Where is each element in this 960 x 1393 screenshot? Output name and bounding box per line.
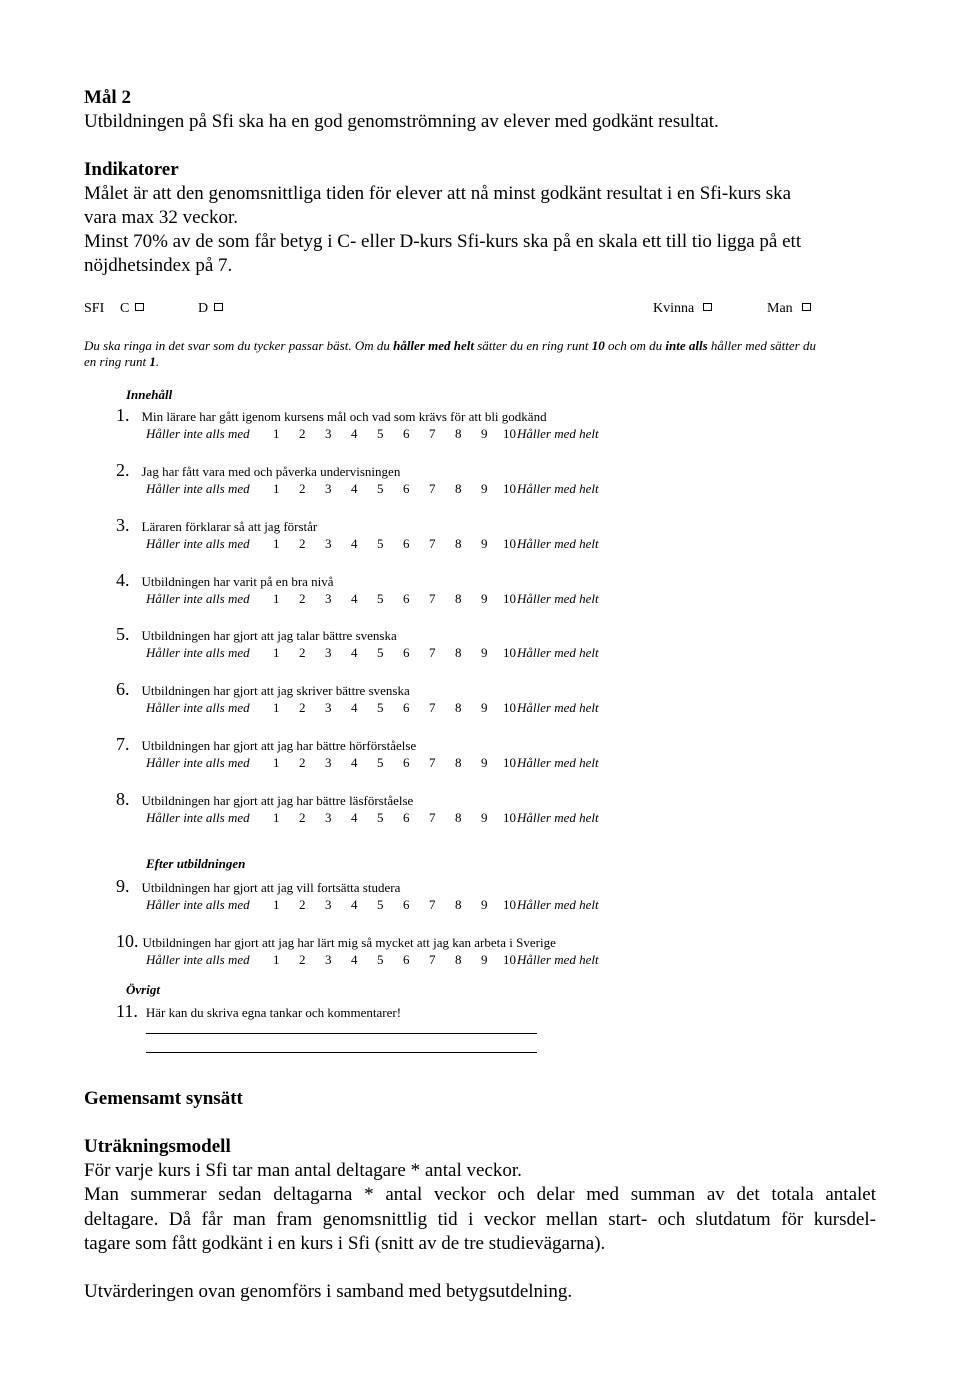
rating-option-4[interactable]: 4: [351, 897, 358, 912]
question-number: 3.: [116, 515, 130, 535]
form-course-d[interactable]: D: [198, 301, 223, 317]
rating-option-7[interactable]: 7: [429, 426, 436, 441]
question-text: Utbildningen har varit på en bra nivå: [141, 574, 334, 589]
model-line-4: tagare som fått godkänt i en kurs i Sfi (snitt av de tre studievägarna).: [84, 1233, 606, 1254]
question-6: [116, 679, 410, 700]
rating-option-7[interactable]: 7: [429, 755, 436, 770]
rating-scale: [0, 536, 960, 552]
question-7: [116, 734, 416, 755]
rating-scale: [0, 700, 960, 716]
rating-option-8[interactable]: 8: [455, 645, 462, 660]
rating-option-3[interactable]: 3: [325, 481, 332, 496]
instructions-line-1: Du ska ringa in det svar som du tycker passar bäst. Om du håller med helt sätter du en ring runt 10 och om du inte alls håller med sätter du: [84, 338, 816, 353]
model-line-1: För varje kurs i Sfi tar man antal deltagare * antal veckor.: [84, 1160, 522, 1181]
question-number: 10.: [116, 931, 139, 951]
rating-option-3[interactable]: 3: [325, 810, 332, 825]
form-gender-man[interactable]: Man: [767, 301, 811, 317]
instructions-line-2: en ring runt 1.: [84, 354, 160, 369]
rating-option-5[interactable]: 5: [377, 897, 384, 912]
question-4: [116, 570, 334, 591]
goal-text: Utbildningen på Sfi ska ha en god genomströmning av elever med godkänt resultat.: [84, 111, 719, 132]
model-line-2: Man summerar sedan deltagarna * antal veckor och delar med summan av det totala antalet: [84, 1184, 876, 1205]
rating-option-9[interactable]: 9: [481, 645, 488, 660]
rating-option-2[interactable]: 2: [299, 645, 306, 660]
scale-low-label: Håller inte alls med: [146, 481, 250, 496]
scale-low-label: Håller inte alls med: [146, 700, 250, 715]
rating-option-4[interactable]: 4: [351, 810, 358, 825]
rating-option-3[interactable]: 3: [325, 591, 332, 606]
rating-option-3[interactable]: 3: [325, 645, 332, 660]
form-gender-woman[interactable]: Kvinna: [653, 301, 712, 317]
rating-option-8[interactable]: 8: [455, 591, 462, 606]
question-text: Läraren förklarar så att jag förstår: [141, 519, 318, 534]
rating-scale: [0, 481, 960, 497]
rating-option-5[interactable]: 5: [377, 700, 384, 715]
rating-option-1[interactable]: 1: [273, 426, 280, 441]
rating-option-1[interactable]: 1: [273, 952, 280, 967]
rating-option-7[interactable]: 7: [429, 591, 436, 606]
rating-scale: [0, 810, 960, 826]
rating-option-3[interactable]: 3: [325, 426, 332, 441]
rating-option-3[interactable]: 3: [325, 755, 332, 770]
rating-option-5[interactable]: 5: [377, 952, 384, 967]
rating-option-5[interactable]: 5: [377, 591, 384, 606]
rating-option-10[interactable]: 10: [503, 897, 516, 912]
model-line-5: Utvärderingen ovan genomförs i samband med betygsutdelning.: [84, 1281, 573, 1302]
rating-option-3[interactable]: 3: [325, 536, 332, 551]
common-heading: Gemensamt synsätt: [84, 1088, 243, 1109]
rating-option-2[interactable]: 2: [299, 481, 306, 496]
question-number: 5.: [116, 624, 130, 644]
rating-option-4[interactable]: 4: [351, 481, 358, 496]
rating-option-8[interactable]: 8: [455, 700, 462, 715]
question-1: [116, 405, 547, 426]
rating-option-9[interactable]: 9: [481, 481, 488, 496]
rating-option-8[interactable]: 8: [455, 426, 462, 441]
rating-option-2[interactable]: 2: [299, 536, 306, 551]
rating-scale: [0, 591, 960, 607]
scale-high-label: Håller med helt: [517, 755, 599, 770]
rating-option-6[interactable]: 6: [403, 700, 410, 715]
rating-option-10[interactable]: 10: [503, 645, 516, 660]
rating-option-5[interactable]: 5: [377, 536, 384, 551]
question-text: Min lärare har gått igenom kursens mål och vad som krävs för att bli godkänd: [141, 409, 547, 424]
rating-option-10[interactable]: 10: [503, 755, 516, 770]
section-other-heading: Övrigt: [126, 982, 160, 997]
scale-low-label: Håller inte alls med: [146, 536, 250, 551]
rating-option-2[interactable]: 2: [299, 700, 306, 715]
scale-low-label: Håller inte alls med: [146, 810, 250, 825]
scale-high-label: Håller med helt: [517, 426, 599, 441]
rating-option-6[interactable]: 6: [403, 536, 410, 551]
model-line-3: deltagare. Då får man fram genomsnittlig tid i veckor mellan start- och slutdatum för kursdel-: [84, 1209, 876, 1230]
rating-option-10[interactable]: 10: [503, 591, 516, 606]
indicators-line-4: nöjdhetsindex på 7.: [84, 255, 233, 276]
rating-option-2[interactable]: 2: [299, 952, 306, 967]
form-course-c[interactable]: C: [120, 301, 144, 317]
question-11: [116, 1001, 401, 1022]
rating-option-6[interactable]: 6: [403, 810, 410, 825]
question-number: 1.: [116, 405, 130, 425]
goal-heading: Mål 2: [84, 87, 131, 108]
rating-option-10[interactable]: 10: [503, 481, 516, 496]
rating-option-2[interactable]: 2: [299, 591, 306, 606]
scale-high-label: Håller med helt: [517, 591, 599, 606]
question-text: Utbildningen har gjort att jag vill fortsätta studera: [141, 880, 401, 895]
rating-option-5[interactable]: 5: [377, 481, 384, 496]
rating-option-8[interactable]: 8: [455, 481, 462, 496]
question-text: Utbildningen har gjort att jag skriver bättre svenska: [141, 683, 410, 698]
rating-option-9[interactable]: 9: [481, 700, 488, 715]
rating-option-2[interactable]: 2: [299, 810, 306, 825]
scale-high-label: Håller med helt: [517, 481, 599, 496]
scale-low-label: Håller inte alls med: [146, 645, 250, 660]
section-after-heading: Efter utbildningen: [146, 856, 246, 871]
rating-option-6[interactable]: 6: [403, 952, 410, 967]
rating-option-3[interactable]: 3: [325, 700, 332, 715]
rating-option-5[interactable]: 5: [377, 426, 384, 441]
rating-option-6[interactable]: 6: [403, 591, 410, 606]
rating-option-6[interactable]: 6: [403, 645, 410, 660]
rating-option-9[interactable]: 9: [481, 591, 488, 606]
rating-option-3[interactable]: 3: [325, 897, 332, 912]
rating-option-10[interactable]: 10: [503, 536, 516, 551]
scale-high-label: Håller med helt: [517, 897, 599, 912]
rating-option-9[interactable]: 9: [481, 426, 488, 441]
question-text: Här kan du skriva egna tankar och kommentarer!: [145, 1005, 402, 1020]
rating-option-9[interactable]: 9: [481, 897, 488, 912]
question-text: Utbildningen har gjort att jag har bättre läsförståelse: [141, 793, 414, 808]
question-number: 2.: [116, 460, 130, 480]
indicators-line-1: Målet är att den genomsnittliga tiden för elever att nå minst godkänt resultat i en Sfi-kurs ska: [84, 183, 792, 204]
rating-option-8[interactable]: 8: [455, 810, 462, 825]
rating-option-7[interactable]: 7: [429, 897, 436, 912]
question-text: Utbildningen har gjort att jag talar bättre svenska: [141, 628, 397, 643]
rating-scale: [0, 755, 960, 771]
question-number: 6.: [116, 679, 130, 699]
form-sfi-label: SFI: [84, 301, 105, 316]
rating-option-7[interactable]: 7: [429, 700, 436, 715]
rating-option-1[interactable]: 1: [273, 645, 280, 660]
rating-option-2[interactable]: 2: [299, 426, 306, 441]
scale-high-label: Håller med helt: [517, 645, 599, 660]
rating-option-10[interactable]: 10: [503, 952, 516, 967]
rating-option-6[interactable]: 6: [403, 481, 410, 496]
rating-option-4[interactable]: 4: [351, 426, 358, 441]
question-2: [116, 460, 400, 481]
question-5: [116, 624, 397, 645]
question-9: [116, 876, 400, 897]
rating-option-6[interactable]: 6: [403, 897, 410, 912]
scale-high-label: Håller med helt: [517, 536, 599, 551]
rating-option-7[interactable]: 7: [429, 645, 436, 660]
rating-option-5[interactable]: 5: [377, 755, 384, 770]
rating-option-1[interactable]: 1: [273, 536, 280, 551]
question-number: 8.: [116, 789, 130, 809]
indicators-heading: Indikatorer: [84, 159, 179, 180]
rating-option-4[interactable]: 4: [351, 755, 358, 770]
rating-option-9[interactable]: 9: [481, 810, 488, 825]
rating-scale: [0, 897, 960, 913]
checkbox-icon[interactable]: [135, 303, 144, 311]
rating-option-1[interactable]: 1: [273, 700, 280, 715]
rating-option-6[interactable]: 6: [403, 426, 410, 441]
rating-option-9[interactable]: 9: [481, 952, 488, 967]
question-3: [116, 515, 317, 536]
rating-option-7[interactable]: 7: [429, 810, 436, 825]
rating-scale: [0, 952, 960, 968]
scale-low-label: Håller inte alls med: [146, 591, 250, 606]
section-content-heading: Innehåll: [126, 387, 173, 402]
rating-option-10[interactable]: 10: [503, 810, 516, 825]
rating-option-10[interactable]: 10: [503, 426, 516, 441]
model-heading: Uträkningsmodell: [84, 1136, 231, 1157]
rating-option-7[interactable]: 7: [429, 536, 436, 551]
question-number: 11.: [116, 1001, 138, 1021]
scale-high-label: Håller med helt: [517, 952, 599, 967]
rating-scale: [0, 426, 960, 442]
rating-option-8[interactable]: 8: [455, 536, 462, 551]
rating-option-9[interactable]: 9: [481, 536, 488, 551]
question-number: 7.: [116, 734, 130, 754]
question-text: Jag har fått vara med och påverka undervisningen: [141, 464, 401, 479]
comment-line[interactable]: [146, 1033, 537, 1034]
question-text: Utbildningen har gjort att jag har bättre hörförståelse: [141, 738, 417, 753]
indicators-line-3: Minst 70% av de som får betyg i C- eller D-kurs Sfi-kurs ska på en skala ett till tio ligga på ett: [84, 231, 802, 252]
rating-option-4[interactable]: 4: [351, 645, 358, 660]
checkbox-icon[interactable]: [703, 303, 712, 311]
question-10: [116, 931, 556, 952]
rating-option-4[interactable]: 4: [351, 591, 358, 606]
checkbox-icon[interactable]: [802, 303, 811, 311]
question-text: Utbildningen har gjort att jag har lärt mig så mycket att jag kan arbeta i Sverige: [142, 935, 556, 950]
rating-option-2[interactable]: 2: [299, 897, 306, 912]
rating-option-1[interactable]: 1: [273, 810, 280, 825]
rating-option-8[interactable]: 8: [455, 755, 462, 770]
rating-option-1[interactable]: 1: [273, 897, 280, 912]
scale-low-label: Håller inte alls med: [146, 755, 250, 770]
scale-high-label: Håller med helt: [517, 700, 599, 715]
question-number: 9.: [116, 876, 130, 896]
scale-high-label: Håller med helt: [517, 810, 599, 825]
rating-option-1[interactable]: 1: [273, 755, 280, 770]
comment-line[interactable]: [146, 1052, 537, 1053]
rating-option-4[interactable]: 4: [351, 700, 358, 715]
scale-low-label: Håller inte alls med: [146, 897, 250, 912]
rating-option-7[interactable]: 7: [429, 481, 436, 496]
rating-option-1[interactable]: 1: [273, 591, 280, 606]
question-8: [116, 789, 413, 810]
rating-option-6[interactable]: 6: [403, 755, 410, 770]
rating-scale: [0, 645, 960, 661]
rating-option-9[interactable]: 9: [481, 755, 488, 770]
rating-option-7[interactable]: 7: [429, 952, 436, 967]
rating-option-8[interactable]: 8: [455, 897, 462, 912]
checkbox-icon[interactable]: [214, 303, 223, 311]
rating-option-1[interactable]: 1: [273, 481, 280, 496]
rating-option-5[interactable]: 5: [377, 645, 384, 660]
rating-option-10[interactable]: 10: [503, 700, 516, 715]
rating-option-3[interactable]: 3: [325, 952, 332, 967]
scale-low-label: Håller inte alls med: [146, 952, 250, 967]
rating-option-4[interactable]: 4: [351, 952, 358, 967]
indicators-line-2: vara max 32 veckor.: [84, 207, 239, 228]
rating-option-8[interactable]: 8: [455, 952, 462, 967]
scale-low-label: Håller inte alls med: [146, 426, 250, 441]
rating-option-4[interactable]: 4: [351, 536, 358, 551]
question-number: 4.: [116, 570, 130, 590]
rating-option-2[interactable]: 2: [299, 755, 306, 770]
rating-option-5[interactable]: 5: [377, 810, 384, 825]
